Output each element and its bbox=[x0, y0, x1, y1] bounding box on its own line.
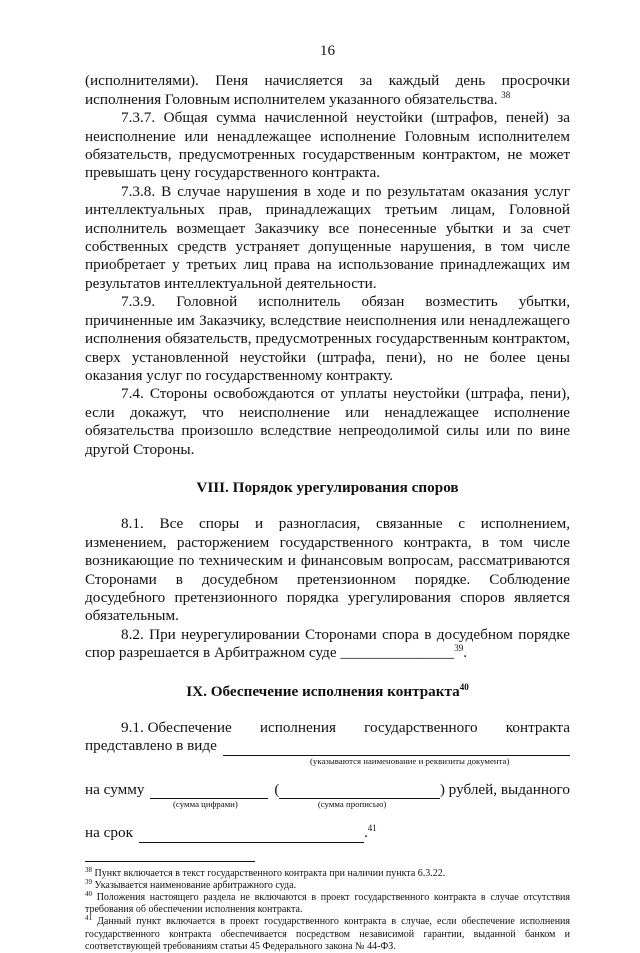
term-blank[interactable] bbox=[139, 828, 364, 843]
term-label: на срок bbox=[85, 824, 133, 842]
sum-paren-open: ( bbox=[274, 780, 280, 798]
document-type-blank[interactable] bbox=[223, 741, 570, 756]
hint-digits: (сумма цифрами) bbox=[173, 799, 238, 810]
footnote-ref-41: 41 bbox=[367, 823, 377, 834]
paragraph-7-3-9: 7.3.9. Головной исполнитель обязан возместить убытки, причиненные им Заказчику, вследствие неисполнения или ненадлежащего исполнения обязательств, предусмотренных государственным контрактом, сверх установленной неустойки (штрафа, пени), но не более цены оказания услуг по государственному контракту. bbox=[85, 293, 570, 384]
p91-word-2: исполнения bbox=[259, 719, 336, 736]
footnote-40: $^{40}$ Положения настоящего раздела не включаются в проект государственного контракта в случае отсутствия требования об обеспечении исполнения контракта. bbox=[85, 890, 571, 916]
footnote-38: $^{38}$ Пункт включается в текст государственного контракта при наличии пункта 6.3.22. bbox=[85, 865, 446, 879]
footnote-39: $^{39}$ Указывается наименование арбитражного суда. bbox=[85, 877, 297, 891]
form-lead-label: представлено в виде bbox=[85, 737, 217, 755]
sum-hints bbox=[85, 799, 570, 810]
paragraph-7-3-8: 7.3.8. В случае нарушения в ходе и по результатам оказания услуг интеллектуальных прав, принадлежащих третьим лицам, Головной исполнитель возмещает Заказчику все понесенные убытки и за счет собственных средств устраняет допущенные нарушения, в том числе приобретает у третьих лиц права на использование принадлежащих им результатов интеллектуальной деятельности. bbox=[85, 182, 570, 292]
footnote-separator bbox=[85, 861, 255, 862]
footnote-ref-39: 39 bbox=[454, 643, 464, 654]
page-number: 16 bbox=[319, 42, 336, 59]
footnote-ref-38: 38 bbox=[501, 89, 511, 100]
paragraph-continuation: (исполнителями). Пеня начисляется за каждый день просрочки исполнения Головным исполнителем указанного обязательства. $^{38}$ bbox=[85, 72, 570, 108]
footnote-ref-40: 40 bbox=[459, 681, 469, 692]
p91-word-3: государственного bbox=[364, 719, 478, 736]
hint-document: (указываются наименование и реквизиты документа) bbox=[310, 755, 510, 766]
sum-tail: ) рублей, выданного bbox=[439, 780, 570, 798]
paragraph-7-3-7: 7.3.7. Общая сумма начисленной неустойки (штрафов, пеней) за неисполнение или ненадлежащее исполнение Головным исполнителем обязательств, предусмотренных государственным контрактом, не может превышать цену государственного контракта. bbox=[85, 109, 570, 182]
paragraph-8-2: 8.2. При неурегулировании Сторонами спора в досудебном порядке спор разрешается в Арбитражном суде _______________$^{39}$. bbox=[85, 625, 570, 662]
footnote-41: $^{41}$ Данный пункт включается в проект государственного контракта в случае, если обеспечение исполнения государственного контракта обеспечивается посредством независимой гарантии, выданной банком и соответствующей требованиям статьи 45 Федерального закона № 44-ФЗ. bbox=[85, 914, 570, 952]
p91-word-1: 9.1. Обеспечение bbox=[121, 719, 232, 736]
paragraph-9-1: 9.1. Обеспечение исполнения государственного контракта представлено в виде (указываются наименование и реквизиты документа) на сумму ( ) рублей, выданного (сумма цифрами) (сумма прописью) на срок .$^{41}$ bbox=[85, 719, 570, 842]
hint-words: (сумма прописью) bbox=[317, 799, 387, 810]
footnotes bbox=[85, 865, 571, 953]
section-heading-ix: IX. Обеспечение исполнения контракта$^{40}$ bbox=[186, 681, 469, 700]
paragraph-8-1: 8.1. Все споры и разногласия, связанные с исполнением, изменением, расторжением государственного контракта, в том числе возникающие по техническим и финансовым вопросам, рассматриваются Сторонами в досудебном претензионном порядке. Соблюдение досудебного претензионного порядка урегулирования споров является обязательным. bbox=[85, 515, 570, 625]
paragraph-7-4: 7.4. Стороны освобождаются от уплаты неустойки (штрафа, пени), если докажут, что неисполнение или ненадлежащее исполнение обязательства произошло вследствие непреодолимой силы или по вине другой Стороны. bbox=[85, 385, 570, 458]
sum-label: на сумму bbox=[85, 780, 145, 798]
section-heading-viii: VIII. Порядок урегулирования споров bbox=[196, 478, 459, 496]
sum-digits-blank[interactable] bbox=[150, 784, 268, 799]
sum-words-blank[interactable] bbox=[279, 784, 439, 799]
p91-word-4: контракта bbox=[505, 719, 570, 736]
